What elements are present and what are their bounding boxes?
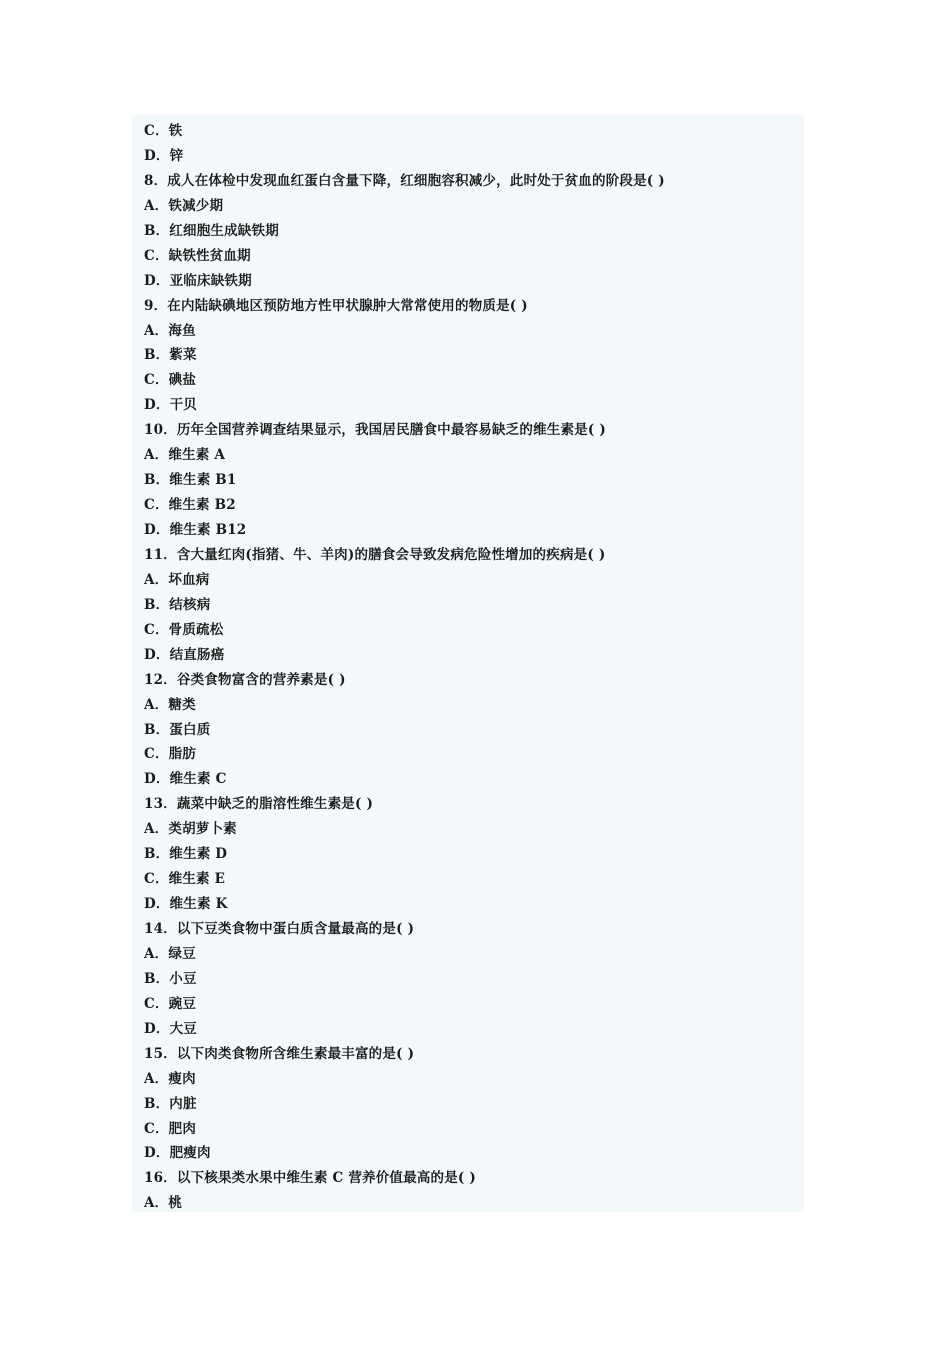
answer-option: D．维生素 C <box>144 771 227 788</box>
answer-option: B．蛋白质 <box>144 721 211 738</box>
question-text: 14．以下豆类食物中蛋白质含量最高的是( ) <box>144 921 415 937</box>
answer-option: A．铁减少期 <box>144 197 224 214</box>
answer-option: B．维生素 D <box>144 846 228 863</box>
answer-option: C．维生素 E <box>144 871 226 888</box>
answer-option: C．铁 <box>144 123 183 139</box>
answer-option: B．小豆 <box>144 970 197 987</box>
answer-option: D．锌 <box>144 147 184 164</box>
answer-option: C．豌豆 <box>144 995 197 1012</box>
answer-option: B．结核病 <box>144 596 211 613</box>
answer-option: C．碘盐 <box>144 372 197 389</box>
answer-option: B．内脏 <box>144 1095 197 1112</box>
answer-option: A．海鱼 <box>144 322 196 339</box>
answer-option: D．干贝 <box>144 397 198 414</box>
answer-option: A．维生素 A <box>144 447 226 464</box>
answer-option: C．维生素 B2 <box>144 497 236 514</box>
answer-option: A．坏血病 <box>144 571 210 588</box>
answer-option: D．大豆 <box>144 1020 198 1037</box>
question-text: 13．蔬菜中缺乏的脂溶性维生素是( ) <box>144 796 374 813</box>
question-text: 16．以下核果类水果中维生素 C 营养价值最高的是( ) <box>144 1170 477 1187</box>
question-list <box>144 119 794 1216</box>
answer-option: D．维生素 K <box>144 896 228 913</box>
question-text: 12．谷类食物富含的营养素是( ) <box>144 671 346 688</box>
question-text: 11．含大量红肉(指猪、牛、羊肉)的膳食会导致发病危险性增加的疾病是( ) <box>144 546 606 563</box>
question-text: 8．成人在体检中发现血红蛋白含量下降，红细胞容积减少，此时处于贫血的阶段是( ) <box>144 172 665 189</box>
question-text: 9．在内陆缺碘地区预防地方性甲状腺肿大常常使用的物质是( ) <box>144 297 528 314</box>
answer-option: C．骨质疏松 <box>144 621 224 638</box>
answer-option: D．亚临床缺铁期 <box>144 272 252 289</box>
answer-option: B．红细胞生成缺铁期 <box>144 222 279 239</box>
answer-option: D．维生素 B12 <box>144 522 247 538</box>
answer-option: C．缺铁性贫血期 <box>144 247 251 264</box>
answer-option: A．瘦肉 <box>144 1070 196 1087</box>
answer-option: A．类胡萝卜素 <box>144 821 237 838</box>
answer-option: B．维生素 B1 <box>144 472 237 489</box>
answer-option: B．紫菜 <box>144 347 197 364</box>
answer-option: A．绿豆 <box>144 945 196 962</box>
answer-option: A．桃 <box>144 1195 183 1212</box>
question-text: 15．以下肉类食物所含维生素最丰富的是( ) <box>144 1045 415 1062</box>
answer-option: C．肥肉 <box>144 1120 197 1137</box>
answer-option: A．糖类 <box>144 696 196 713</box>
answer-option: C．脂肪 <box>144 746 197 763</box>
answer-option: D．肥瘦肉 <box>144 1145 211 1162</box>
answer-option: D．结直肠癌 <box>144 646 225 663</box>
question-text: 10．历年全国营养调查结果显示，我国居民膳食中最容易缺乏的维生素是( ) <box>144 422 606 439</box>
